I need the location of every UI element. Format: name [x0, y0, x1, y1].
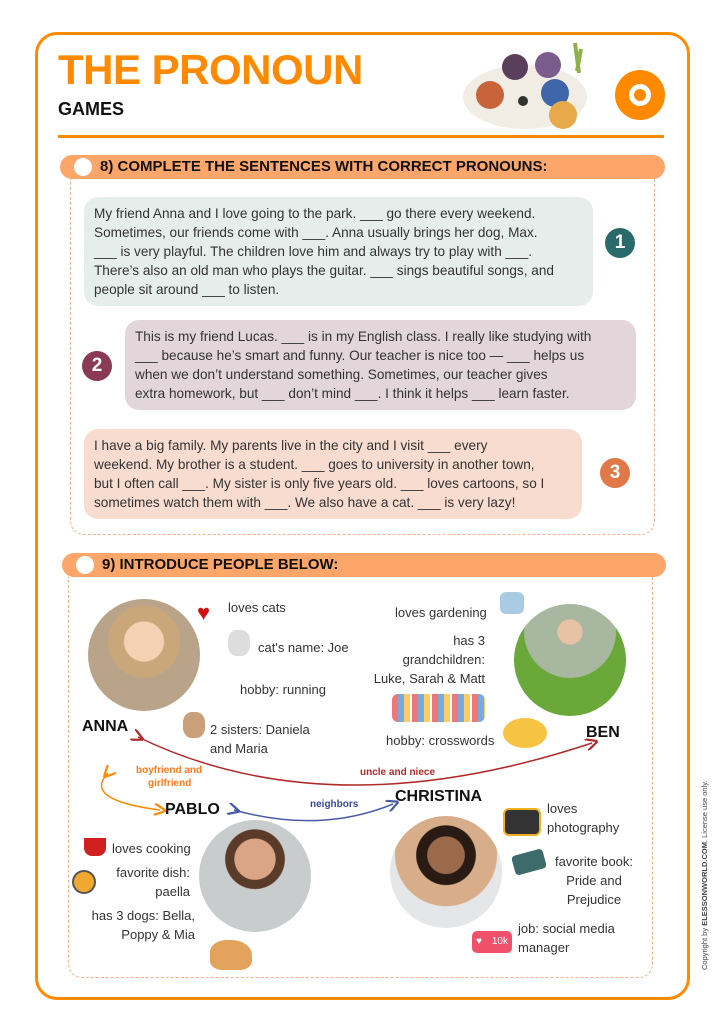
pablo-name: PABLO: [165, 801, 220, 818]
christina-name: CHRISTINA: [395, 788, 483, 805]
section-9-heading: 9) INTRODUCE PEOPLE BELOW:: [62, 553, 666, 577]
pablo-fact: has 3 dogs: Bella,: [91, 908, 195, 923]
watering-can-icon: [500, 592, 524, 614]
relation-label-neighbors: neighbors: [310, 799, 359, 810]
relation-label-couple: boyfriend and: [136, 765, 203, 776]
anna-fact: loves cats: [228, 600, 286, 615]
christina-fact: photography: [547, 820, 620, 835]
exercise-number-1: 1: [605, 228, 635, 258]
christina-fact: job: social media: [518, 921, 615, 936]
likes-badge: [472, 931, 512, 953]
relation-label-couple: girlfriend: [148, 778, 192, 789]
exercise-box-3: I have a big family. My parents live in the city and I visit ___ every weekend. My brother is a student. ___ goes to university in another town, but I often call ___. My sister is only five years old. ___ loves cartoons, so I sometimes watch them with ___. We also have a cat. ___ is very lazy!: [84, 429, 582, 519]
crossword-icon: [503, 718, 547, 748]
anna-name: ANNA: [82, 718, 129, 735]
pablo-fact: Poppy & Mia: [121, 927, 195, 942]
page-subtitle: GAMES: [58, 99, 125, 119]
page-title: THE PRONOUN: [58, 46, 363, 93]
christina-fact: favorite book:: [554, 854, 634, 869]
ben-name: BEN: [586, 724, 620, 741]
anna-fact: 2 sisters: Daniela: [210, 722, 310, 737]
camera-icon: [503, 808, 541, 836]
ben-fact: Luke, Sarah & Matt: [373, 671, 485, 686]
dog-icon: [210, 940, 252, 970]
heart-icon: ♥: [476, 936, 482, 947]
paella-icon: [72, 870, 96, 894]
exercise-box-1: My friend Anna and I love going to the park. ___ go there every weekend. Sometimes, our friends come with ___. Anna usually brings her dog, Max. ___ is very playful. The children love him and always try to play with ___. There’s also an old man who plays the guitar. ___ sings beautiful songs, and people sit around ___ to listen.: [84, 197, 593, 306]
exercise-number-3: 3: [600, 458, 630, 488]
exercise-number-2: 2: [82, 351, 112, 381]
section-8-heading: 8) COMPLETE THE SENTENCES WITH CORRECT PRONOUNS:: [60, 155, 665, 179]
ben-photo: [514, 604, 626, 716]
pablo-fact: paella: [155, 884, 190, 899]
christina-fact: Prejudice: [566, 892, 622, 907]
cat-icon: [228, 630, 250, 656]
grandchildren-icon: [392, 694, 485, 722]
cooking-pot-icon: [84, 838, 106, 856]
christina-fact: Pride and: [566, 873, 622, 888]
ben-fact: hobby: crosswords: [386, 733, 495, 748]
ben-fact: loves gardening: [395, 605, 487, 620]
heart-icon: ♥: [197, 600, 211, 625]
exercise-box-2: This is my friend Lucas. ___ is in my English class. I really like studying with ___ because he’s smart and funny. Our teacher is nice too — ___ helps us when we don’t understand something. Sometimes, our teacher gives extra homework, but ___ don’t mind ___. I think it helps ___ learn faster.: [125, 320, 636, 410]
anna-fact: cat's name: Joe: [258, 640, 349, 655]
pablo-fact: favorite dish:: [116, 865, 190, 880]
copyright-notice: Copyright by ELESSONWORLD.COM. License use only.: [700, 780, 709, 970]
ben-fact: has 3: [453, 633, 485, 648]
christina-photo: [390, 816, 502, 928]
pablo-fact: loves cooking: [112, 841, 191, 856]
likes-count: 10k: [491, 936, 508, 947]
sisters-icon: [183, 712, 205, 738]
pablo-photo: [199, 820, 311, 932]
christina-fact: loves: [547, 801, 578, 816]
ben-fact: grandchildren:: [402, 652, 485, 667]
anna-fact: hobby: running: [240, 682, 327, 697]
christina-fact: manager: [518, 940, 570, 955]
relation-label-uncle-niece: uncle and niece: [360, 767, 436, 778]
anna-photo: [88, 599, 200, 711]
anna-fact: and Maria: [210, 741, 268, 756]
